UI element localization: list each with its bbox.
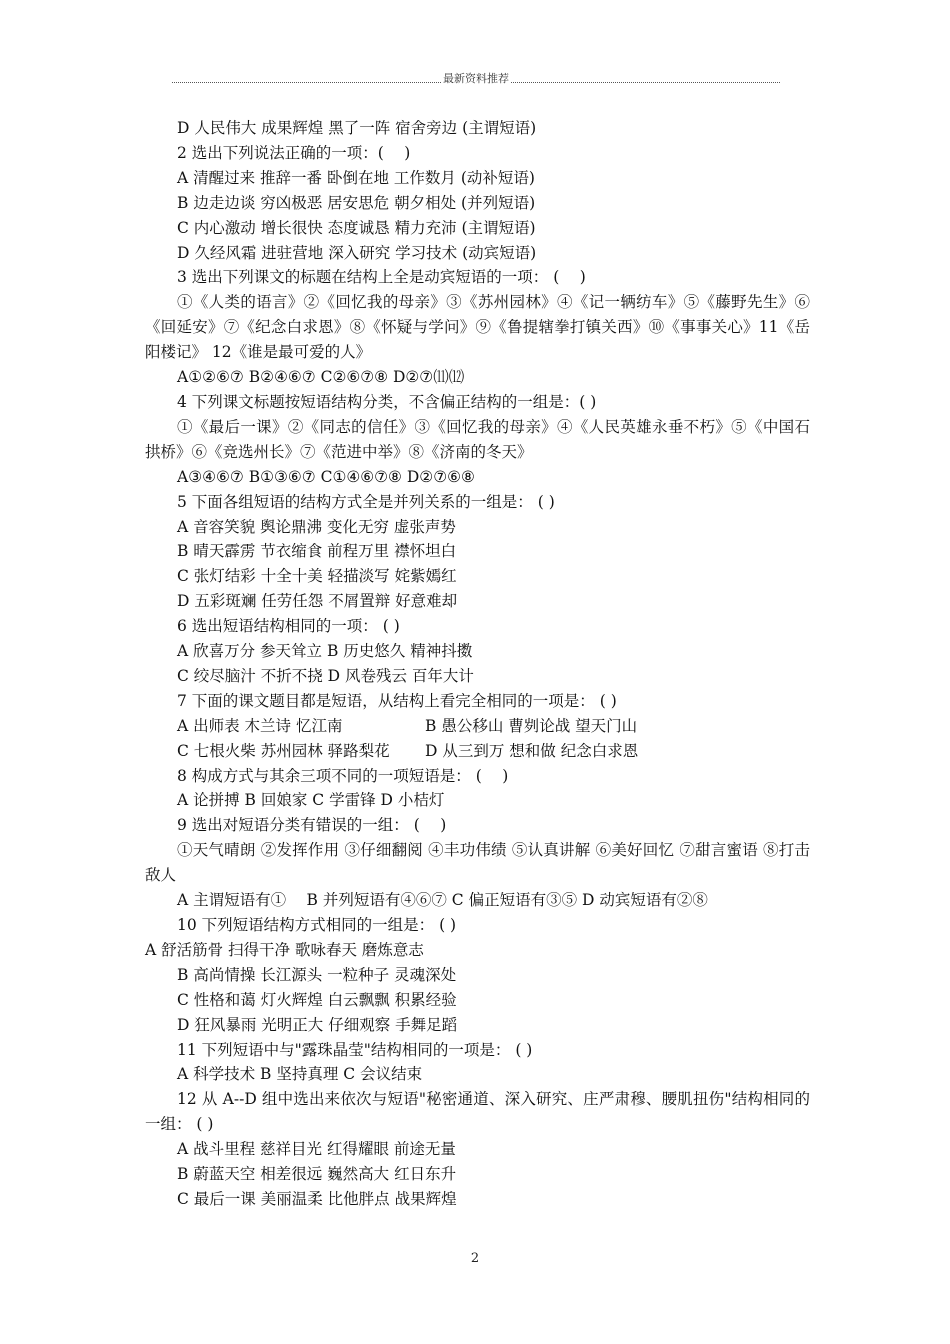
q2-option-c: C 内心激动 增长很快 态度诚恳 精力充沛 (主谓短语) xyxy=(177,218,536,237)
q12-option-a: A 战斗里程 慈祥目光 红得耀眼 前途无量 xyxy=(177,1140,456,1159)
q11-stem: 11 下列短语中与"露珠晶莹"结构相同的一项是： ( ) xyxy=(177,1040,533,1059)
q7-options-row1 xyxy=(145,714,810,739)
q5-option-b: B 晴天霹雳 节衣缩食 前程万里 襟怀坦白 xyxy=(177,542,457,561)
q10-option-c: C 性格和蔼 灯火辉煌 白云飘飘 积累经验 xyxy=(177,990,457,1009)
q10-stem: 10 下列短语结构方式相同的一组是： ( ) xyxy=(177,916,457,934)
q4-title-list: ①《最后一课》②《同志的信任》③《回忆我的母亲》④《人民英雄永垂不朽》⑤《中国石拱桥》⑥《竞选州长》⑦《范进中举》⑧《济南的冬天》 xyxy=(145,417,810,461)
q2-option-a: A 清醒过来 推辞一番 卧倒在地 工作数月 (动补短语) xyxy=(177,168,535,187)
q7-options-row2 xyxy=(145,739,810,764)
q2-option-d: D 久经风霜 进驻营地 深入研究 学习技术 (动宾短语) xyxy=(177,243,537,262)
q5-option-d: D 五彩斑斓 任劳任怨 不屑置辩 好意难却 xyxy=(177,592,458,611)
q5-option-c: C 张灯结彩 十全十美 轻描淡写 姹紫嫣红 xyxy=(177,567,457,586)
q2-stem: 2 选出下列说法正确的一项：( ) xyxy=(177,143,411,162)
page-header xyxy=(170,72,782,86)
q3-title-list: ①《人类的语言》②《回忆我的母亲》③《苏州园林》④《记一辆纺车》⑤《藤野先生》⑥《回延安》⑦《纪念白求恩》⑧《怀疑与学问》⑨《鲁提辖拳打镇关西》⑩《事事关心》11《岳阳楼记》 12《谁是最可爱的人》 xyxy=(145,293,810,362)
q10-option-d: D 狂风暴雨 光明正大 仔细观察 手舞足蹈 xyxy=(177,1015,458,1034)
q4-options: A③④⑥⑦ B①③⑥⑦ C①④⑥⑦⑧ D②⑦⑥⑧ xyxy=(177,467,475,486)
q6-stem: 6 选出短语结构相同的一项： ( ) xyxy=(177,617,400,636)
q7-option-c: C 七根火柴 苏州园林 驿路梨花 xyxy=(177,741,390,760)
q12-option-b: B 蔚蓝天空 相差很远 巍然高大 红日东升 xyxy=(177,1165,457,1184)
q8-options: A 论拼搏 B 回娘家 C 学雷锋 D 小桔灯 xyxy=(177,791,445,810)
q1-option-d: D 人民伟大 成果辉煌 黑了一阵 宿舍旁边 (主谓短语) xyxy=(177,119,537,137)
header-dots-right xyxy=(511,75,780,83)
q11-options: A 科学技术 B 坚持真理 C 会议结束 xyxy=(177,1065,423,1084)
q12-stem: 12 从 A--D 组中选出来依次与短语"秘密通道、深入研究、庄严肃穆、腰肌扭伤"结构相同的一组： ( ) xyxy=(145,1090,810,1134)
q7-option-b: B 愚公移山 曹刿论战 望天门山 xyxy=(425,716,638,735)
q2-option-b: B 边走边谈 穷凶极恶 居安思危 朝夕相处 (并列短语) xyxy=(177,193,536,212)
q12-option-c: C 最后一课 美丽温柔 比他胖点 战果辉煌 xyxy=(177,1189,457,1208)
q5-stem: 5 下面各组短语的结构方式全是并列关系的一组是： ( ) xyxy=(177,492,555,511)
q8-stem: 8 构成方式与其余三项不同的一项短语是： ( ) xyxy=(177,766,509,785)
q3-stem: 3 选出下列课文的标题在结构上全是动宾短语的一项： ( ) xyxy=(177,268,586,287)
q10-option-a: A 舒活筋骨 扫得干净 歌咏春天 磨炼意志 xyxy=(145,940,424,959)
q3-options: A①②⑥⑦ B②④⑥⑦ C②⑥⑦⑧ D②⑦⑾⑿ xyxy=(177,368,465,387)
q9-phrase-list: ①天气晴朗 ②发挥作用 ③仔细翻阅 ④丰功伟绩 ⑤认真讲解 ⑥美好回忆 ⑦甜言蜜语 ⑧打击敌人 xyxy=(145,841,810,885)
q6-options-cd: C 绞尽脑汁 不折不挠 D 风卷残云 百年大计 xyxy=(177,666,474,685)
header-dots-left xyxy=(172,75,441,83)
q7-stem: 7 下面的课文题目都是短语，从结构上看完全相同的一项是： ( ) xyxy=(177,691,617,710)
q7-option-a: A 出师表 木兰诗 忆江南 xyxy=(177,716,343,735)
header-title: 最新资料推荐 xyxy=(443,72,509,85)
q9-options: A 主谓短语有① B 并列短语有④⑥⑦ C 偏正短语有③⑤ D 动宾短语有②⑧ xyxy=(177,891,708,910)
q10-option-b: B 高尚情操 长江源头 一粒种子 灵魂深处 xyxy=(177,965,457,984)
q9-stem: 9 选出对短语分类有错误的一组： ( ) xyxy=(177,816,447,835)
q5-option-a: A 音容笑貌 舆论鼎沸 变化无穷 虚张声势 xyxy=(177,517,456,536)
page-number: 2 xyxy=(470,1251,480,1266)
question-list xyxy=(145,116,810,1212)
q4-stem: 4 下列课文标题按短语结构分类，不含偏正结构的一组是：( ) xyxy=(177,392,597,411)
q6-options-ab: A 欣喜万分 参天耸立 B 历史悠久 精神抖擞 xyxy=(177,642,473,661)
q7-option-d: D 从三到万 想和做 纪念白求恩 xyxy=(425,741,639,760)
